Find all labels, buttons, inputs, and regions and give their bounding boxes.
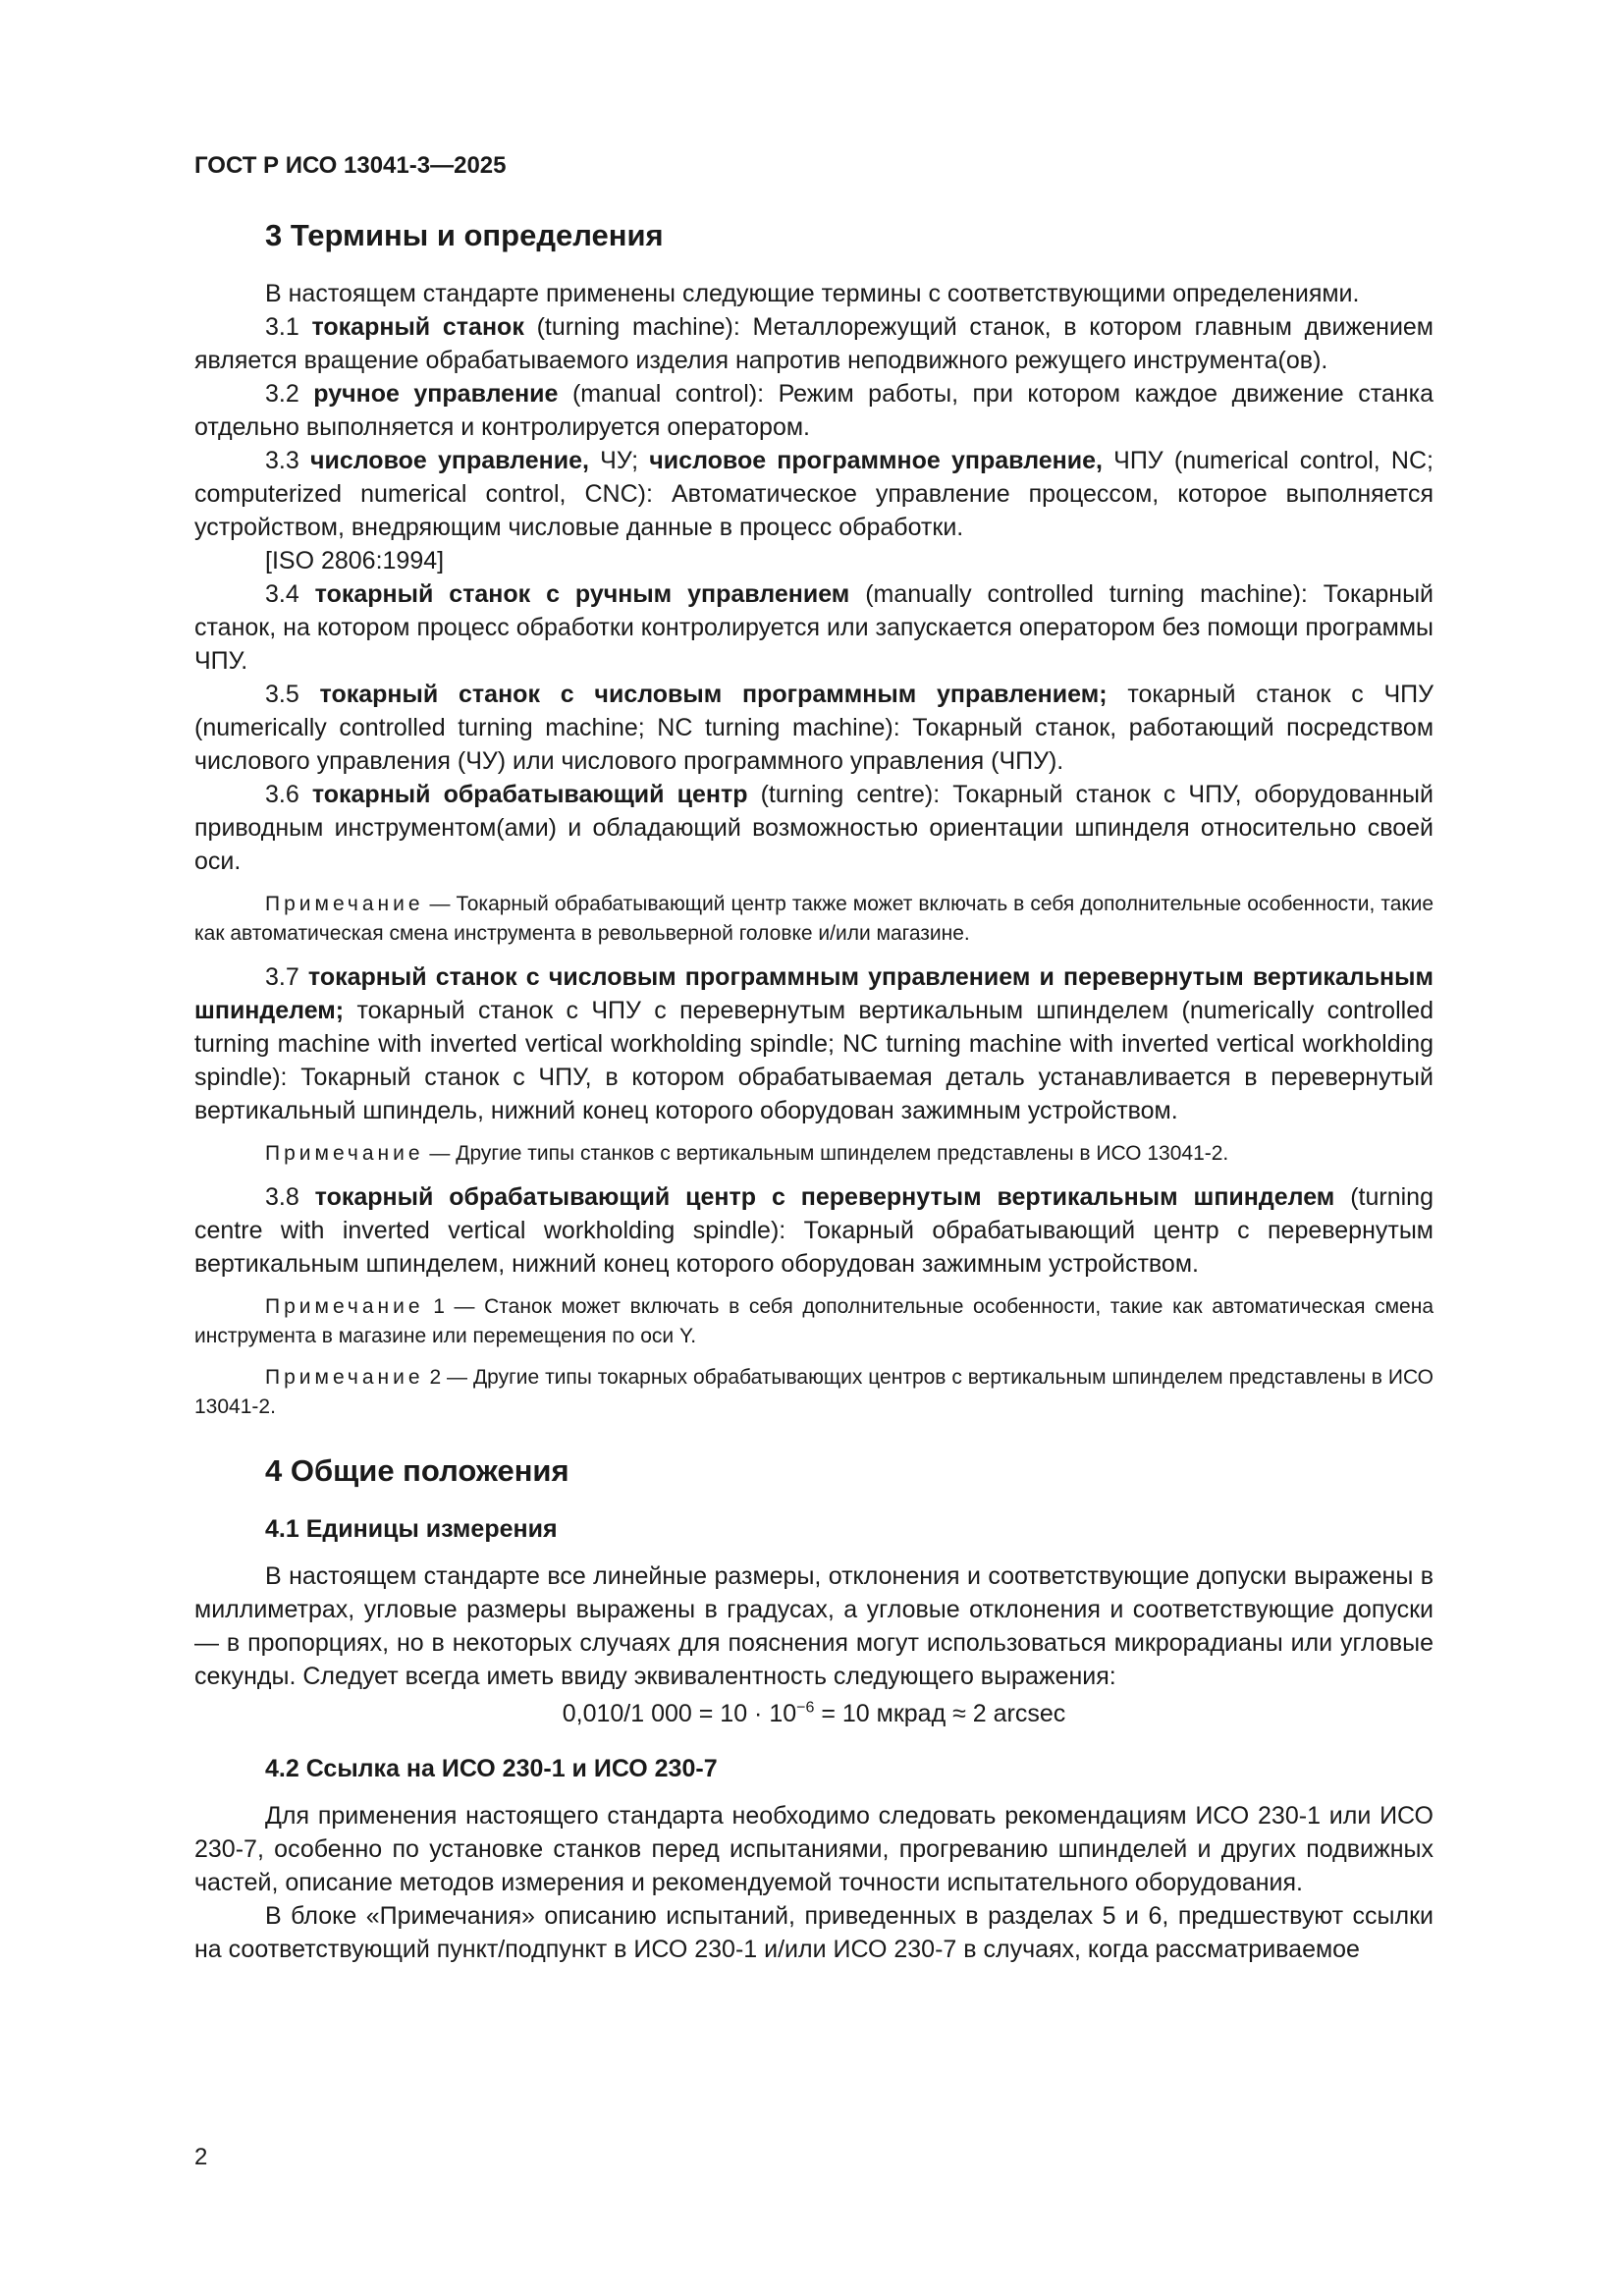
section-4-title: 4 Общие положения — [265, 1453, 569, 1488]
term-3-6-note: Примечание — Токарный обрабатывающий центр также может включать в себя дополнительные особенности, такие как автоматическая смена инструмента в револьверной головке и/или магазине. — [194, 893, 1434, 945]
section-4-2-title: 4.2 Ссылка на ИСО 230-1 и ИСО 230-7 — [265, 1755, 718, 1782]
equivalence-formula: 0,010/1 $000 = 10 \cdot 10^{-6} = 10$ мкрад ≈ 2 arcsec — [562, 1699, 1066, 1727]
term-3-3-name-1: числовое управление, — [309, 447, 589, 474]
section-4-1-text: В настоящем стандарте все линейные размеры, отклонения и соответствующие допуски выражены в миллиметрах, угловые размеры выражены в градусах, а угловые отклонения и соответствующие допуски — в пропорциях, но в некоторых случаях для пояснения могут использоваться микрорадианы или угловые секунды. Следует всегда иметь ввиду эквивалентность следующего выражения: — [194, 1562, 1434, 1690]
term-3-3: 3.3 числовое управление, ЧУ; числовое программное управление, ЧПУ (numerical control, NC; computerized numerical control, CNC): Автоматическое управление процессом, которое выполняется устройством, внедряющим числовые данные в процесс обработки. — [194, 447, 1434, 541]
term-3-8-name: токарный обрабатывающий центр с перевернутым вертикальным шпинделем — [314, 1183, 1335, 1211]
term-3-4: 3.4 токарный станок с ручным управлением (manually controlled turning machine): Токарный станок, на котором процесс обработки контролируется или запускается оператором без помощи программы ЧПУ. — [194, 580, 1434, 675]
section-4-2-paragraph-1: Для применения настоящего стандарта необходимо следовать рекомендациям ИСО 230-1 или ИСО 230-7, особенно по установке станков перед испытаниями, прогреванию шпинделей и других подвижных частей, описание методов измерения и рекомендуемой точности испытательного оборудования. — [194, 1802, 1434, 1896]
term-3-5: 3.5 токарный станок с числовым программным управлением; токарный станок с ЧПУ (numerically controlled turning machine; NC turning machine): Токарный станок, работающий посредством числового управления (ЧУ) или числового программного управления (ЧПУ). — [194, 681, 1434, 775]
term-3-7-note: Примечание — Другие типы станков с вертикальным шпинделем представлены в ИСО 13041-2. — [265, 1142, 1229, 1165]
term-3-3-source: [ISO 2806:1994] — [265, 547, 445, 574]
term-3-4-name: токарный станок с ручным управлением — [314, 580, 850, 608]
term-3-2-name: ручное управление — [313, 380, 559, 408]
term-3-8-note-2: Примечание 2 — Другие типы токарных обрабатывающих центров с вертикальным шпинделем представлены в ИСО 13041-2. — [194, 1366, 1434, 1418]
section-3-title: 3 Термины и определения — [265, 218, 664, 252]
term-3-6: 3.6 токарный обрабатывающий центр (turning centre): Токарный станок с ЧПУ, оборудованный приводным инструментом(ами) и обладающий возможностью ориентации шпинделя относительно своей оси. — [194, 781, 1434, 875]
term-3-1: 3.1 токарный станок (turning machine): Металлорежущий станок, в котором главным движением является вращение обрабатываемого изделия напротив неподвижного режущего инструмента(ов). — [194, 313, 1434, 374]
term-3-7: 3.7 токарный станок с числовым программным управлением и перевернутым вертикальным шпинделем; токарный станок с ЧПУ с перевернутым вертикальным шпинделем (numerically controlled turning machine with inverted vertical workholding spindle; NC turning machine with inverted vertical workholding spindle): Токарный станок с ЧПУ, в котором обрабатываемая деталь устанавливается в перевернутый вертикальный шпиндель, нижний конец которого оборудован зажимным устройством. — [194, 963, 1434, 1124]
term-3-2: 3.2 ручное управление (manual control): Режим работы, при котором каждое движение станка отдельно выполняется и контролируется оператором. — [194, 380, 1434, 441]
term-3-6-name: токарный обрабатывающий центр — [311, 781, 748, 808]
document-header: ГОСТ Р ИСО 13041-3—2025 — [194, 152, 507, 179]
term-3-5-name: токарный станок с числовым программным управлением; — [319, 681, 1108, 708]
term-3-1-name: токарный станок — [311, 313, 524, 341]
section-4-2-paragraph-2: В блоке «Примечания» описанию испытаний, приведенных в разделах 5 и 6, предшествуют ссылки на соответствующий пункт/подпункт в ИСО 230-1 и/или ИСО 230-7 в случаях, когда рассматриваемое — [194, 1902, 1434, 1963]
page-number: 2 — [194, 2144, 208, 2170]
term-3-8: 3.8 токарный обрабатывающий центр с перевернутым вертикальным шпинделем (turning centre with inverted vertical workholding spindle): Токарный обрабатывающий центр с перевернутым вертикальным шпинделем, нижний конец которого оборудован зажимным устройством. — [194, 1183, 1434, 1278]
document-body — [194, 216, 1434, 1966]
term-3-8-note-1: Примечание 1 — Станок может включать в себя дополнительные особенности, такие как автоматическая смена инструмента в магазине или перемещения по оси Y. — [194, 1295, 1434, 1347]
term-3-7-name: токарный станок с числовым программным управлением и перевернутым вертикальным шпинделем; — [194, 963, 1434, 1024]
section-3-intro: В настоящем стандарте применены следующие термины с соответствующими определениями. — [265, 280, 1360, 307]
term-3-3-name-2: числовое программное управление, — [649, 447, 1103, 474]
section-4-1-title: 4.1 Единицы измерения — [265, 1515, 558, 1543]
